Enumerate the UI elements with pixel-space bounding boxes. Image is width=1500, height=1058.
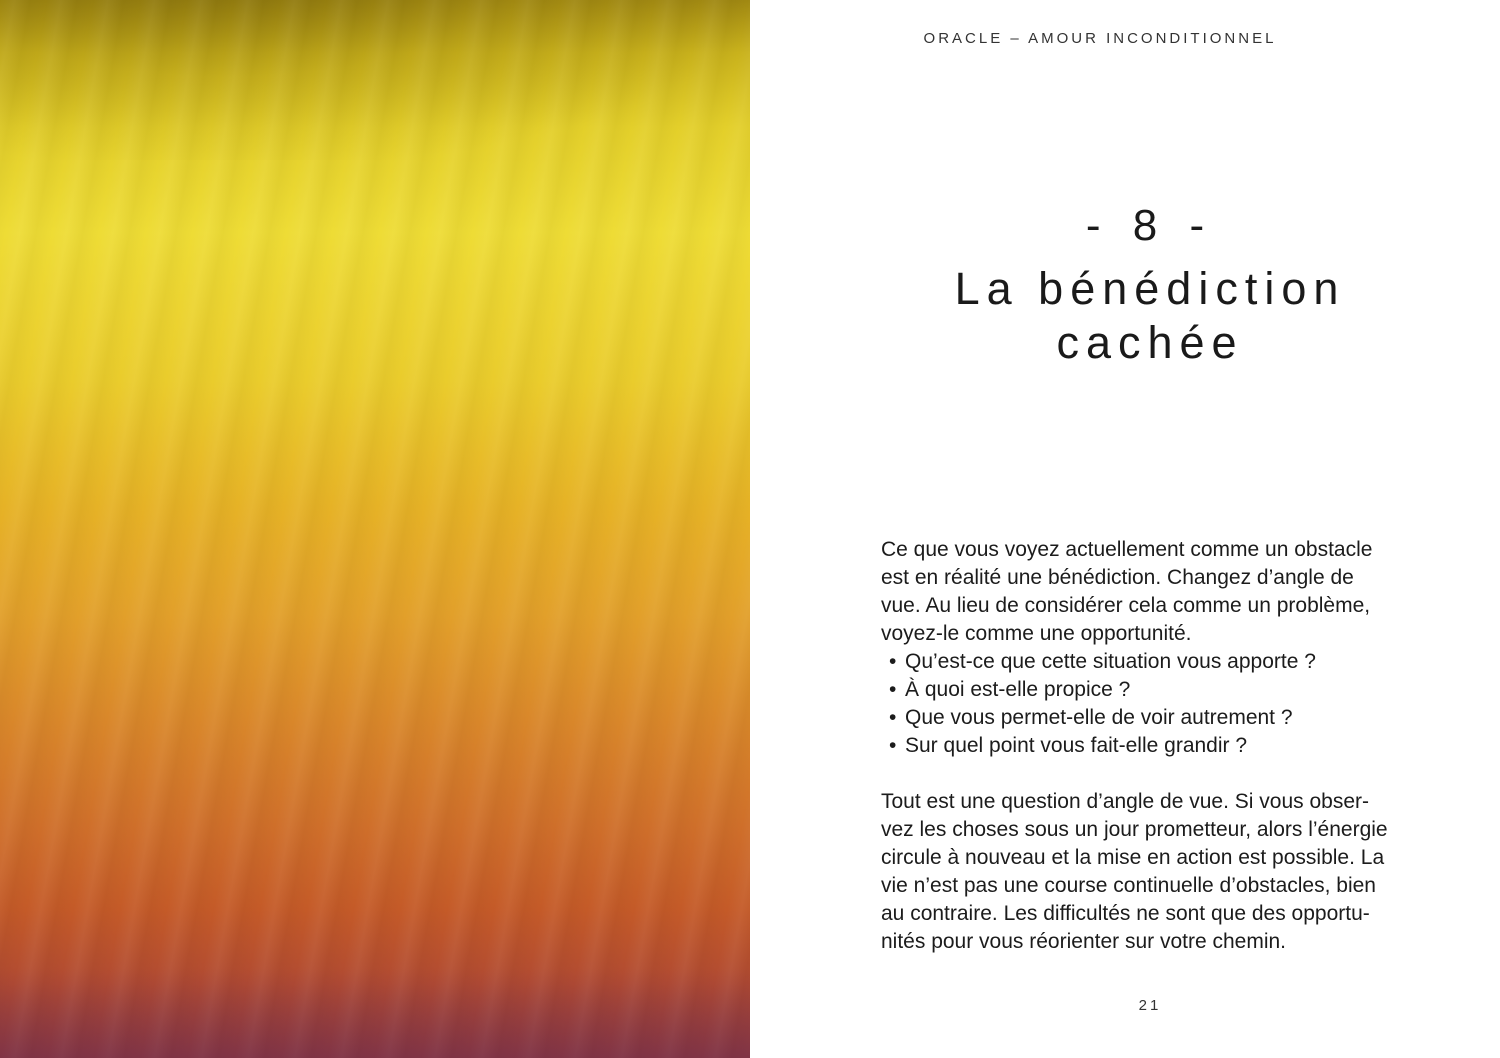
question-list [881, 648, 1421, 760]
question-item [889, 732, 1421, 760]
running-head: ORACLE – AMOUR INCONDITIONNEL [923, 30, 1277, 47]
card-message [881, 536, 1421, 956]
paragraph-spacer [881, 760, 1421, 788]
card-title-line: La bénédiction [954, 263, 1346, 314]
purple-tint-bottom [0, 968, 750, 1058]
text-page [750, 0, 1500, 1058]
card-title [850, 262, 1450, 370]
page-number: 21 [1138, 997, 1162, 1014]
closing-line: circule à nouveau et la mise en action est possible. La [881, 846, 1385, 869]
closing-line: nités pour vous réorienter sur votre chemin. [881, 930, 1287, 953]
question-text: Sur quel point vous fait-elle grandir ? [905, 734, 1248, 757]
intro-line: Ce que vous voyez actuellement comme un obstacle [881, 538, 1373, 561]
card-number: - 8 - [1085, 201, 1215, 250]
intro-line: vue. Au lieu de considérer cela comme un problème, [881, 594, 1371, 617]
bullet-icon: • [889, 734, 897, 757]
intro-line: voyez-le comme une opportunité. [881, 622, 1192, 645]
question-item [889, 676, 1421, 704]
question-text: Qu’est-ce que cette situation vous apporte ? [905, 650, 1316, 673]
closing-line: Tout est une question d’angle de vue. Si vous obser- [881, 790, 1369, 813]
question-item [889, 648, 1421, 676]
bullet-icon: • [889, 678, 897, 701]
question-text: Que vous permet-elle de voir autrement ? [905, 706, 1293, 729]
closing-line: vie n’est pas une course continuelle d’obstacles, bien [881, 874, 1376, 897]
question-text: À quoi est-elle propice ? [905, 678, 1131, 701]
intro-line: est en réalité une bénédiction. Changez d’angle de [881, 566, 1354, 589]
bullet-icon: • [889, 706, 897, 729]
question-item [889, 704, 1421, 732]
closing-line: vez les choses sous un jour prometteur, alors l’énergie [881, 818, 1388, 841]
closing-line: au contraire. Les difficultés ne sont que des opportu- [881, 902, 1370, 925]
bullet-icon: • [889, 650, 897, 673]
card-title-line: cachée [1056, 317, 1244, 368]
